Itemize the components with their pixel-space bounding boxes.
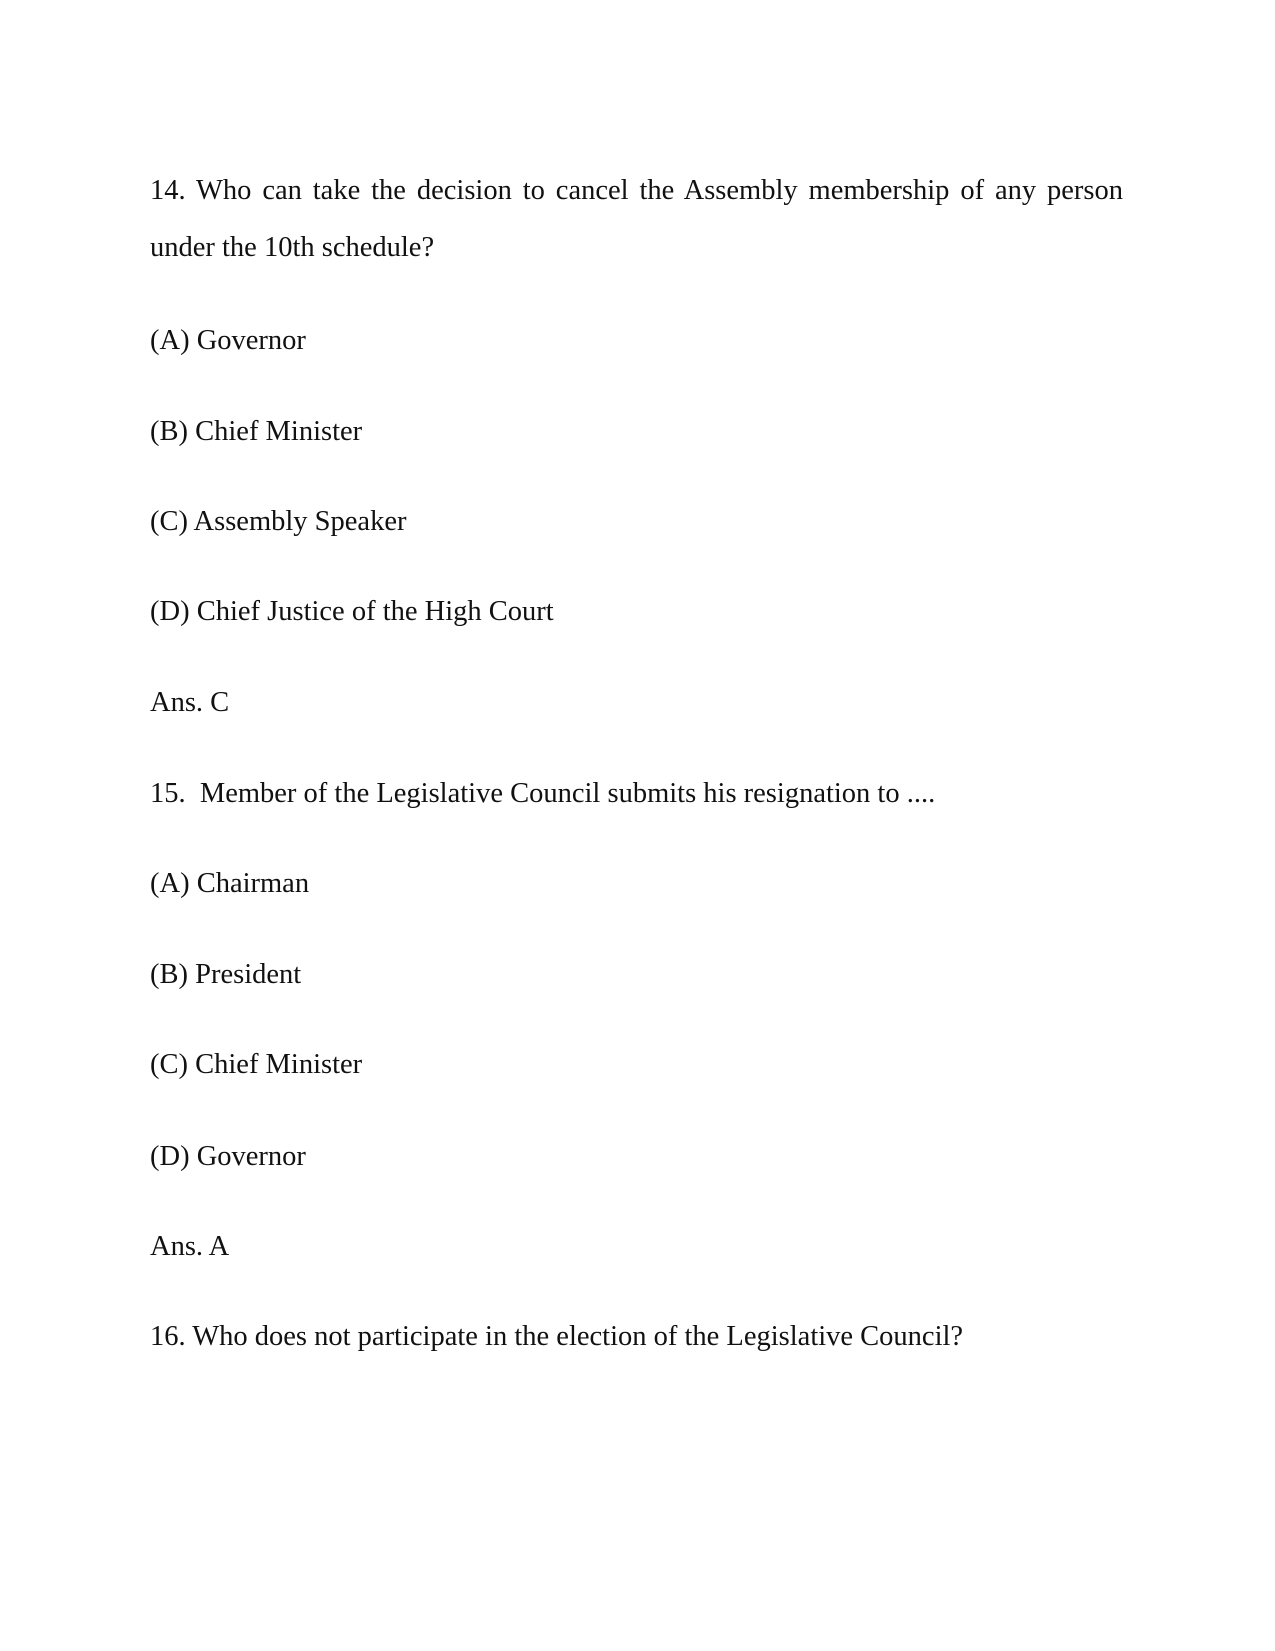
question-14-option-d: (D) Chief Justice of the High Court	[150, 596, 554, 627]
question-14-text-line-2: under the 10th schedule?	[150, 232, 435, 263]
question-14-text-line-1: 14. Who can take the decision to cancel the Assembly membership of any person	[150, 175, 1123, 206]
question-16-text: 16. Who does not participate in the election of the Legislative Council?	[150, 1321, 964, 1352]
question-15-option-b: (B) President	[150, 959, 302, 990]
question-15-option-a: (A) Chairman	[150, 868, 310, 899]
question-15-option-c: (C) Chief Minister	[150, 1049, 363, 1080]
question-14-option-b: (B) Chief Minister	[150, 416, 363, 447]
question-15-text: 15. Member of the Legislative Council submits his resignation to ....	[150, 778, 936, 809]
question-14-option-a: (A) Governor	[150, 325, 306, 356]
question-15-answer: Ans. A	[150, 1231, 230, 1262]
question-14-option-c: (C) Assembly Speaker	[150, 506, 407, 537]
question-15-option-d: (D) Governor	[150, 1141, 306, 1172]
question-14-answer: Ans. C	[150, 687, 230, 718]
